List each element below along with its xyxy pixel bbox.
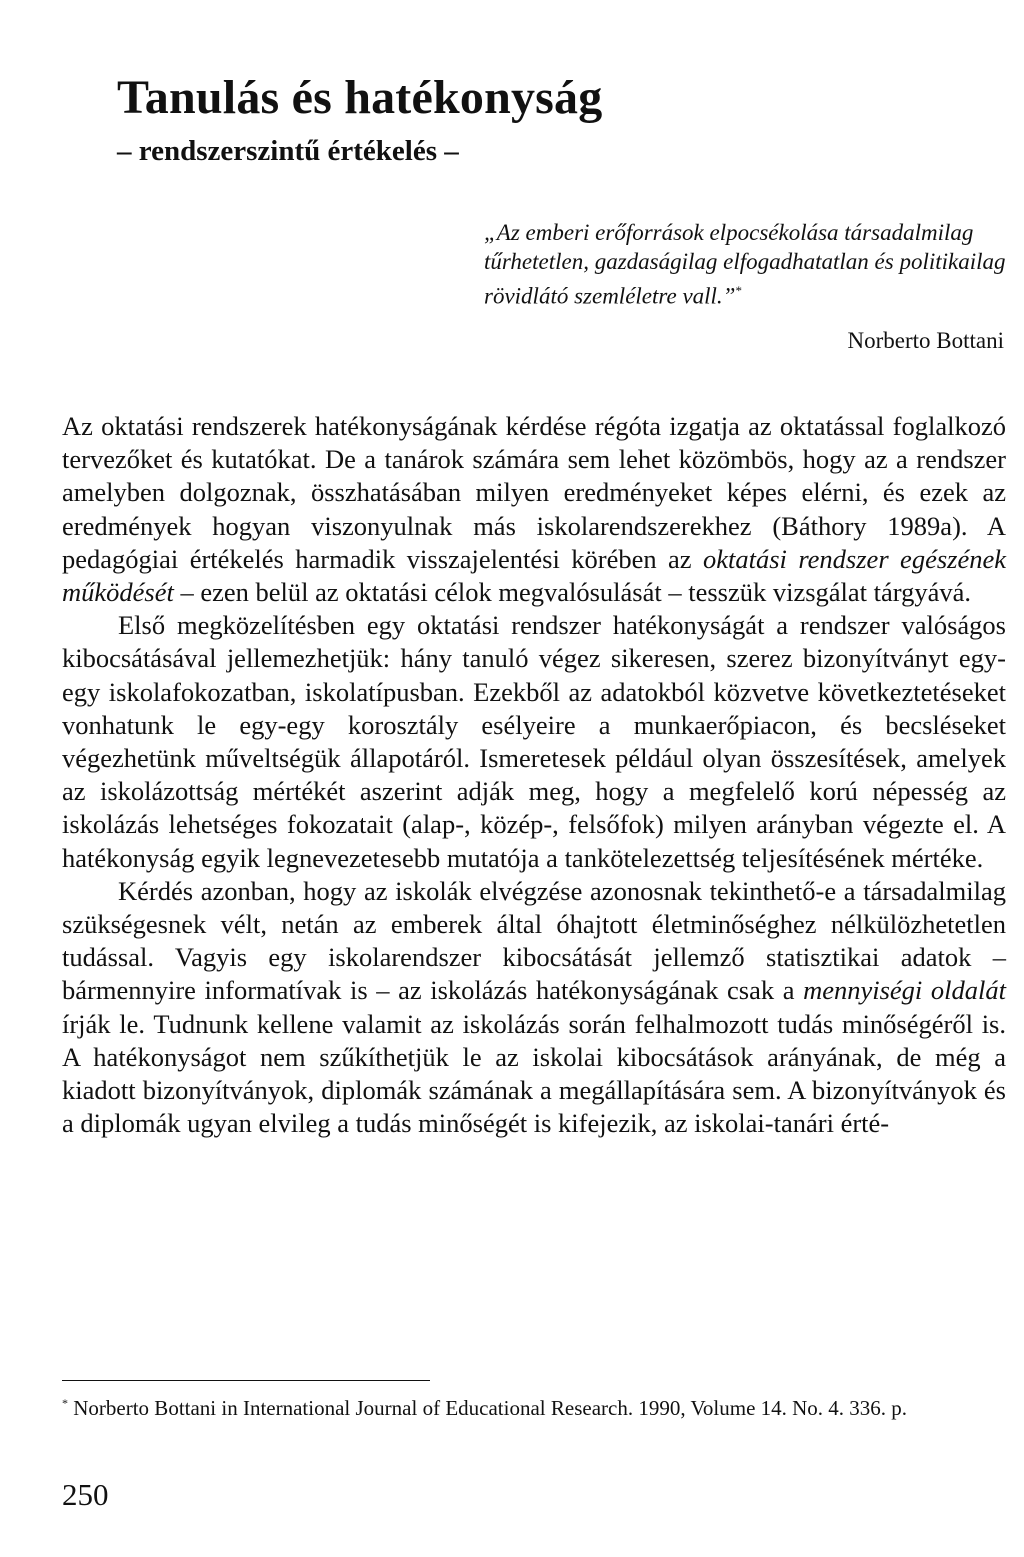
footnote-divider xyxy=(62,1380,430,1381)
paragraph-1-emphasis: oktatási rendszer egészének működését xyxy=(62,543,1006,608)
footnote xyxy=(62,1389,1006,1422)
epigraph-quote-text: „Az emberi erőforrások elpocsékolása társadalmilag tűrhetetlen, gazdaságilag elfogadhatatlan és politikailag rövidlátó szemléletre vall.” xyxy=(484,220,1006,309)
footnote-marker: * xyxy=(62,1396,68,1410)
paragraph-1 xyxy=(62,410,1006,609)
chapter-title: Tanulás és hatékonyság xyxy=(117,71,603,124)
paragraph-3 xyxy=(62,875,1006,1141)
chapter-subtitle: – rendszerszintű értékelés – xyxy=(117,135,459,167)
paragraph-1-text-b: – ezen belül az oktatási célok megvalósulását – tesszük vizsgálat tárgyává. xyxy=(173,577,972,608)
epigraph-quote xyxy=(484,218,1006,311)
epigraph-author: Norberto Bottani xyxy=(847,328,1004,353)
paragraph-3-emphasis: mennyiségi oldalát xyxy=(803,975,1006,1006)
paragraph-3-text-b: írják le. Tudnunk kellene valamit az iskolázás során felhalmozott tudás minőségéről is. A hatékonyságot nem szűkíthetjük le az iskolai kibocsátások arányának, de még a kiadott bizonyítványok, diplomák számának a megállapítására sem. A bizonyítványok és a diplomák ugyan elvileg a tudás minőségét is kifejezik, az iskolai-tanári érté- xyxy=(62,1008,1006,1139)
body-text xyxy=(62,410,1006,1140)
paragraph-3-text-a: Kérdés azonban, hogy az iskolák elvégzése azonosnak tekinthető-e a társadalmilag szükségesnek vélt, netán az emberek által óhajtott életminőséghez nélkülözhetetlen tudással. Vagyis egy iskolarendszer kibocsátását jellemző statisztikai adatok – bármennyire informatívak is – az iskolázás hatékonyságának csak a xyxy=(62,875,1006,1006)
paragraph-2: Első megközelítésben egy oktatási rendszer hatékonyságát a rendszer valóságos kibocsátásával jellemezhetjük: hány tanuló végez sikeresen, szerez bizonyítványt egy-egy iskolafokozatban, iskolatípusban. Ezekből az adatokból közvetve következtetéseket vonhatunk le egy-egy korosztály esélyeire a munkaerőpiacon, és becsléseket végezhetünk műveltségük állapotáról. Ismeretesek például olyan összesítések, amelyek az iskolázottság mértékét aszerint adják meg, hogy a megfelelő korú népesség az iskolázás lehetséges fokozatait (alap-, közép-, felsőfok) milyen arányban végezte el. A hatékonyság egyik legnevezetesebb mutatója a tankötelezettség teljesítésének mértéke. xyxy=(62,610,1006,873)
epigraph-footnote-marker: * xyxy=(735,283,742,298)
paragraph-1-text-a: Az oktatási rendszerek hatékonyságának kérdése régóta izgatja az oktatással foglalkozó tervezőket és kutatókat. De a tanárok számára sem lehet közömbös, hogy az a rendszer amelyben dolgoznak, összhatásában milyen eredményeket képes elérni, és ezek az eredmények hogyan viszonyulnak más iskolarendszerekhez (Báthory 1989a). A pedagógiai értékelés harmadik visszajelentési körében az xyxy=(62,411,1006,574)
footnote-text: Norberto Bottani in International Journal of Educational Research. 1990, Volume 14. No. 4. 336. p. xyxy=(68,1396,908,1420)
page-number: 250 xyxy=(62,1477,109,1512)
